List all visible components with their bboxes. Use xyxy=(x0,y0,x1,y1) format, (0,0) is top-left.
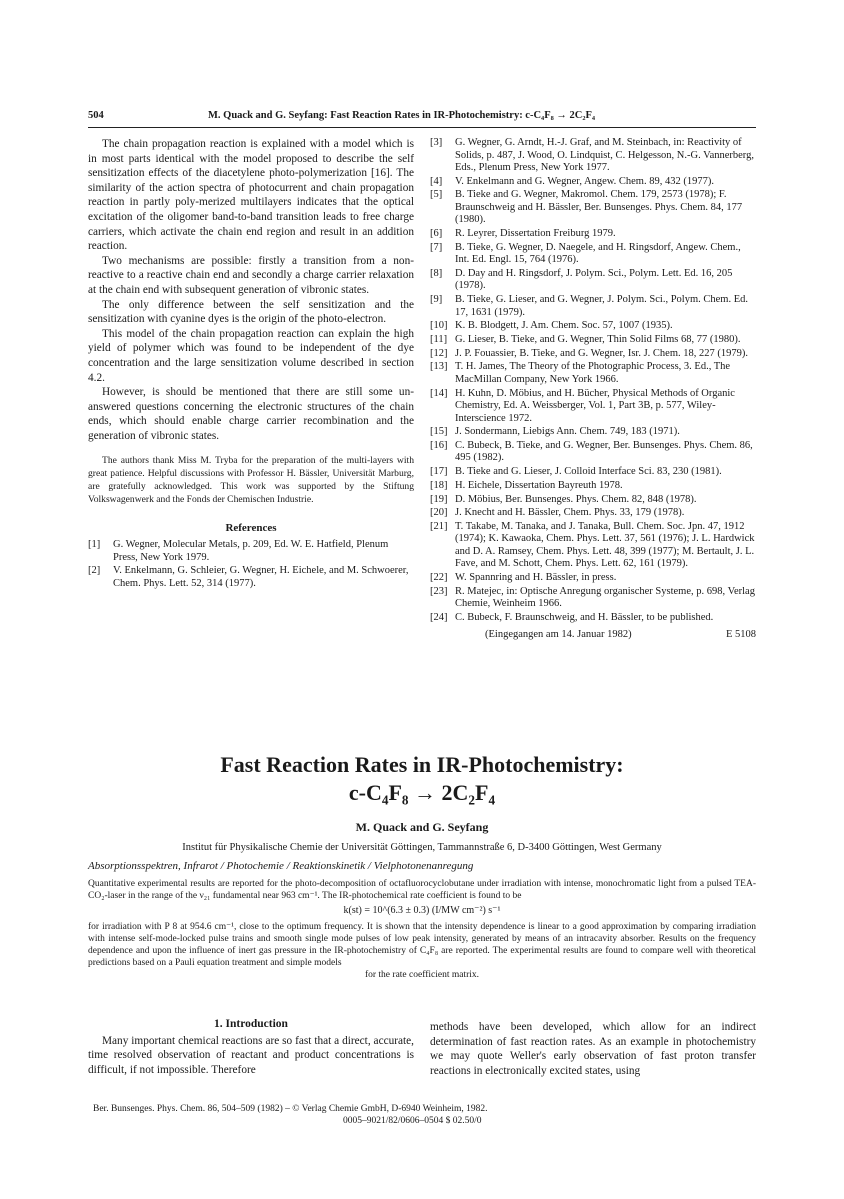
issn-line: 0005–9021/82/0606–0504 $ 02.50/0 xyxy=(343,1116,482,1126)
reference-text: R. Matejec, in: Optische Anregung organischer Systeme, p. 698, Verlag Chemie, Weinheim 1966. xyxy=(455,585,755,610)
reference-text: D. Day and H. Ringsdorf, J. Polym. Sci., Polym. Lett. Ed. 16, 205 (1978). xyxy=(455,267,733,292)
introduction-left xyxy=(88,1017,414,1077)
reference-number: [9] xyxy=(430,294,443,306)
reference-text: V. Enkelmann and G. Wegner, Angew. Chem. 89, 432 (1977). xyxy=(455,175,714,187)
reference-text: H. Kuhn, D. Möbius, and H. Bücher, Physical Methods of Organic Chemistry, Ed. A. Weissberger, Vol. 1, Part 3B, p. 577, Wiley-Interscience 1972. xyxy=(455,387,735,424)
reference-text: G. Wegner, G. Arndt, H.-J. Graf, and M. Steinbach, in: Reactivity of Solids, p. 487, J. Wood, O. Lindquist, C. Helgesson, N.-G. Vannerberg, Eds., Plenum Press, New York 1977. xyxy=(455,137,754,173)
reference-text: G. Wegner, Molecular Metals, p. 209, Ed. W. E. Hatfield, Plenum Press, New York 1979. xyxy=(113,539,389,563)
reference-item xyxy=(430,334,756,347)
reference-text: G. Lieser, B. Tieke, and G. Wegner, Thin Solid Films 68, 77 (1980). xyxy=(455,334,741,345)
article-title-reaction: c-C₄F₈ → 2C₂F₄ xyxy=(348,780,496,805)
rate-equation-text: k(st) = 10^(6.3 ± 0.3) (I/MW cm⁻²) s⁻¹ xyxy=(343,905,501,917)
article-keywords: Absorptionsspektren, Infrarot / Photochemie / Reaktionskinetik / Vielphotonenanregung xyxy=(88,860,474,872)
section-heading: 1. Introduction xyxy=(214,1018,288,1030)
acknowledgement: The authors thank Miss M. Tryba for the preparation of the multi-layers with great patience. Helpful discussions with Professor H. Bässler, Universität Marburg, are gratefully acknowledged. This work was supported by the Stiftung Volkswagenwerk and the Fonds der Chemischen Industrie. xyxy=(88,455,414,505)
reference-item xyxy=(430,494,756,507)
reference-item xyxy=(430,242,756,267)
reference-item xyxy=(430,320,756,333)
reference-item xyxy=(430,137,756,175)
reference-number: [18] xyxy=(430,479,448,491)
paragraph: However, is should be mentioned that there are still some un-answered questions concerning the electronic structures of the chain ends, which should enable charge carrier recombination and the generation of vibronic states. xyxy=(88,386,414,442)
reference-item xyxy=(430,228,756,241)
running-header xyxy=(88,110,756,126)
reference-text: B. Tieke, G. Lieser, and G. Wegner, J. Polym. Sci., Polym. Chem. Ed. 17, 1631 (1979). xyxy=(455,294,748,318)
reference-item xyxy=(430,268,756,293)
reference-number: [10] xyxy=(430,320,448,332)
reference-text: C. Bubeck, B. Tieke, and G. Wegner, Ber. Bunsenges. Phys. Chem. 86, 495 (1982). xyxy=(455,439,753,464)
introduction-right xyxy=(430,1020,756,1078)
abstract xyxy=(88,878,756,982)
rate-equation xyxy=(88,905,756,917)
article-title-block xyxy=(88,752,756,853)
article-authors: M. Quack and G. Seyfang xyxy=(355,820,489,834)
reference-item xyxy=(430,361,756,386)
reference-number: [11] xyxy=(430,334,448,345)
paragraph: methods have been developed, which allow for an indirect determination of fast reaction rates. As an example in photochemistry we may quote Weller's early observation of fast proton transfer reactions in electronically excited states, using xyxy=(430,1021,756,1077)
reference-number: [19] xyxy=(430,493,448,505)
citation-line: Ber. Bunsenges. Phys. Chem. 86, 504–509 (1982) – © Verlag Chemie GmbH, D-6940 Weinheim, 1982. xyxy=(93,1104,488,1114)
reference-number: [14] xyxy=(430,387,448,399)
reference-item xyxy=(430,521,756,571)
reference-text: J. Sondermann, Liebigs Ann. Chem. 749, 183 (1971). xyxy=(455,426,680,438)
reference-item xyxy=(430,466,756,479)
reference-text: T. Takabe, M. Tanaka, and J. Tanaka, Bull. Chem. Soc. Jpn. 47, 1912 (1974); K. Kawaoka, Chem. Phys. Lett. 37, 561 (1976); J. L. Hardwick and D. A. Ramsey, Chem. Phys. Lett. 48, 399 (1977); M. Bertault, J. L. Fave, and M. Schott, Chem. Phys. Lett. 62, 161 (1979). xyxy=(455,520,755,570)
reference-item xyxy=(430,348,756,361)
reference-number: [20] xyxy=(430,507,448,519)
abstract-paragraph: for irradiation with P 8 at 954.6 cm⁻¹, close to the optimum frequency. It is shown that the intensity dependence is linear to a good approximation by comparing irradiation with intense self-mode-locked pulse trains and smooth single mode pulses of low peak intensity, generated by means of an intracavity absorber. Results on the frequency dependence and upon the influence of inert gas pressure in the IR-photochemistry of C₄F₈ are reported. The experimental results are found to compare well with theoretical predictions based on a Pauli equation treatment and simple models xyxy=(88,921,756,969)
paragraph: The chain propagation reaction is explained with a model which is in most parts identical with the model proposed to describe the self sensitization effects of the diacetylene photo-polymerization [16]. The similarity of the action spectra of photocurrent and chain propagation reaction in partly poly-merized multilayers indicates that the optical excitation of the oligomer band-to-band transition leads to free charge carriers, which activate the chain end region and result in an addition reaction. xyxy=(88,138,414,253)
reference-item xyxy=(430,294,756,319)
page-footer xyxy=(88,1103,756,1127)
reference-item xyxy=(430,507,756,520)
reference-text: B. Tieke and G. Wegner, Makromol. Chem. 179, 2573 (1978); F. Braunschweig and H. Bässler, Ber. Bunsenges. Phys. Chem. 84, 177 (1980). xyxy=(455,189,743,226)
references-heading: References xyxy=(225,521,277,534)
reference-text: B. Tieke and G. Lieser, J. Colloid Interface Sci. 83, 230 (1981). xyxy=(455,466,722,478)
article-institution: Institut für Physikalische Chemie der Universität Göttingen, Tammannstraße 6, D-3400 Göttingen, West Germany xyxy=(182,842,662,853)
reference-number: [22] xyxy=(430,572,448,584)
reference-number: [16] xyxy=(430,439,448,451)
right-column-references xyxy=(430,137,756,643)
paragraph: The only difference between the self sensitization and the sensitization with cyanine dyes is the origin of the photo-electron. xyxy=(88,298,414,326)
reference-number: [23] xyxy=(430,585,448,597)
reference-text: J. Knecht and H. Bässler, Chem. Phys. 33, 179 (1978). xyxy=(455,507,685,519)
paragraph: Two mechanisms are possible: firstly a transition from a non-reactive to a reactive chain end and secondly a charge carrier relaxation at the chain end with subsequent generation of vibronic states. xyxy=(88,254,414,296)
reference-number: [8] xyxy=(430,267,443,279)
reference-text: D. Möbius, Ber. Bunsenges. Phys. Chem. 82, 848 (1978). xyxy=(455,493,697,505)
reference-text: B. Tieke, G. Wegner, D. Naegele, and H. Ringsdorf, Angew. Chem., Int. Ed. Engl. 15, 764 (1976). xyxy=(455,241,741,266)
reference-number: [6] xyxy=(430,228,443,240)
received-line xyxy=(430,628,756,643)
reference-item xyxy=(430,176,756,189)
received-date: (Eingegangen am 14. Januar 1982) xyxy=(485,629,632,640)
reference-text: R. Leyrer, Dissertation Freiburg 1979. xyxy=(455,228,616,240)
reference-text: V. Enkelmann, G. Schleier, G. Wegner, H. Eichele, and M. Schwoerer, Chem. Phys. Lett. 52, 314 (1977). xyxy=(113,565,409,589)
reference-item xyxy=(430,440,756,465)
abstract-last-line: for the rate coefficient matrix. xyxy=(364,970,480,981)
reference-number: [1] xyxy=(88,539,101,551)
reference-item xyxy=(430,612,756,625)
reference-number: [17] xyxy=(430,466,448,478)
reference-text: T. H. James, The Theory of the Photographic Process, 3. Ed., The MacMillan Company, New York 1966. xyxy=(455,361,731,385)
paragraph: This model of the chain propagation reaction can explain the high yield of polymer which was found to be independent of the dye concentration and the large sensitization volume described in section 4.2. xyxy=(88,327,414,384)
reference-number: [12] xyxy=(430,347,448,359)
page-number: 504 xyxy=(88,110,104,121)
reference-number: [13] xyxy=(430,361,448,373)
reference-text: K. B. Blodgett, J. Am. Chem. Soc. 57, 1007 (1935). xyxy=(455,320,673,332)
reference-text: H. Eichele, Dissertation Bayreuth 1978. xyxy=(455,479,623,491)
article-title: Fast Reaction Rates in IR-Photochemistry: xyxy=(220,752,624,777)
reference-item xyxy=(430,388,756,426)
reference-number: [2] xyxy=(88,565,101,577)
abstract-paragraph: Quantitative experimental results are reported for the photo-decomposition of octafluorocyclobutane under irradiation with intense, monochromatic light from a pulsed TEA-CO₂-laser in the range of the ν₂₁ fundamental near 963 cm⁻¹. The IR-photochemical rate coefficient is found to be xyxy=(88,879,756,902)
reference-text: W. Spannring and H. Bässler, in press. xyxy=(455,572,617,584)
reference-item xyxy=(430,189,756,227)
reference-text: C. Bubeck, F. Braunschweig, and H. Bässler, to be published. xyxy=(455,611,714,623)
running-head: M. Quack and G. Seyfang: Fast Reaction Rates in IR-Photochemistry: c-C₄F₈ → 2C₂F₄ xyxy=(208,110,596,121)
reference-item xyxy=(430,480,756,493)
reference-number: [4] xyxy=(430,175,443,187)
reference-number: [15] xyxy=(430,426,448,438)
paragraph: Many important chemical reactions are so fast that a direct, accurate, time resolved observation of reactant and product concentrations is difficult, if not impossible. Therefore xyxy=(88,1034,414,1076)
reference-text: J. P. Fouassier, B. Tieke, and G. Wegner, Isr. J. Chem. 18, 227 (1979). xyxy=(455,347,748,359)
manuscript-code: E 5108 xyxy=(725,629,756,640)
reference-number: [24] xyxy=(430,611,448,623)
left-column xyxy=(88,137,414,592)
reference-number: [3] xyxy=(430,137,443,148)
reference-item xyxy=(430,426,756,439)
reference-number: [5] xyxy=(430,189,443,201)
reference-item xyxy=(430,586,756,611)
reference-item xyxy=(430,572,756,585)
reference-item xyxy=(88,539,414,564)
reference-item xyxy=(88,565,414,590)
reference-number: [21] xyxy=(430,520,448,532)
header-rule xyxy=(88,127,756,128)
reference-number: [7] xyxy=(430,241,443,253)
